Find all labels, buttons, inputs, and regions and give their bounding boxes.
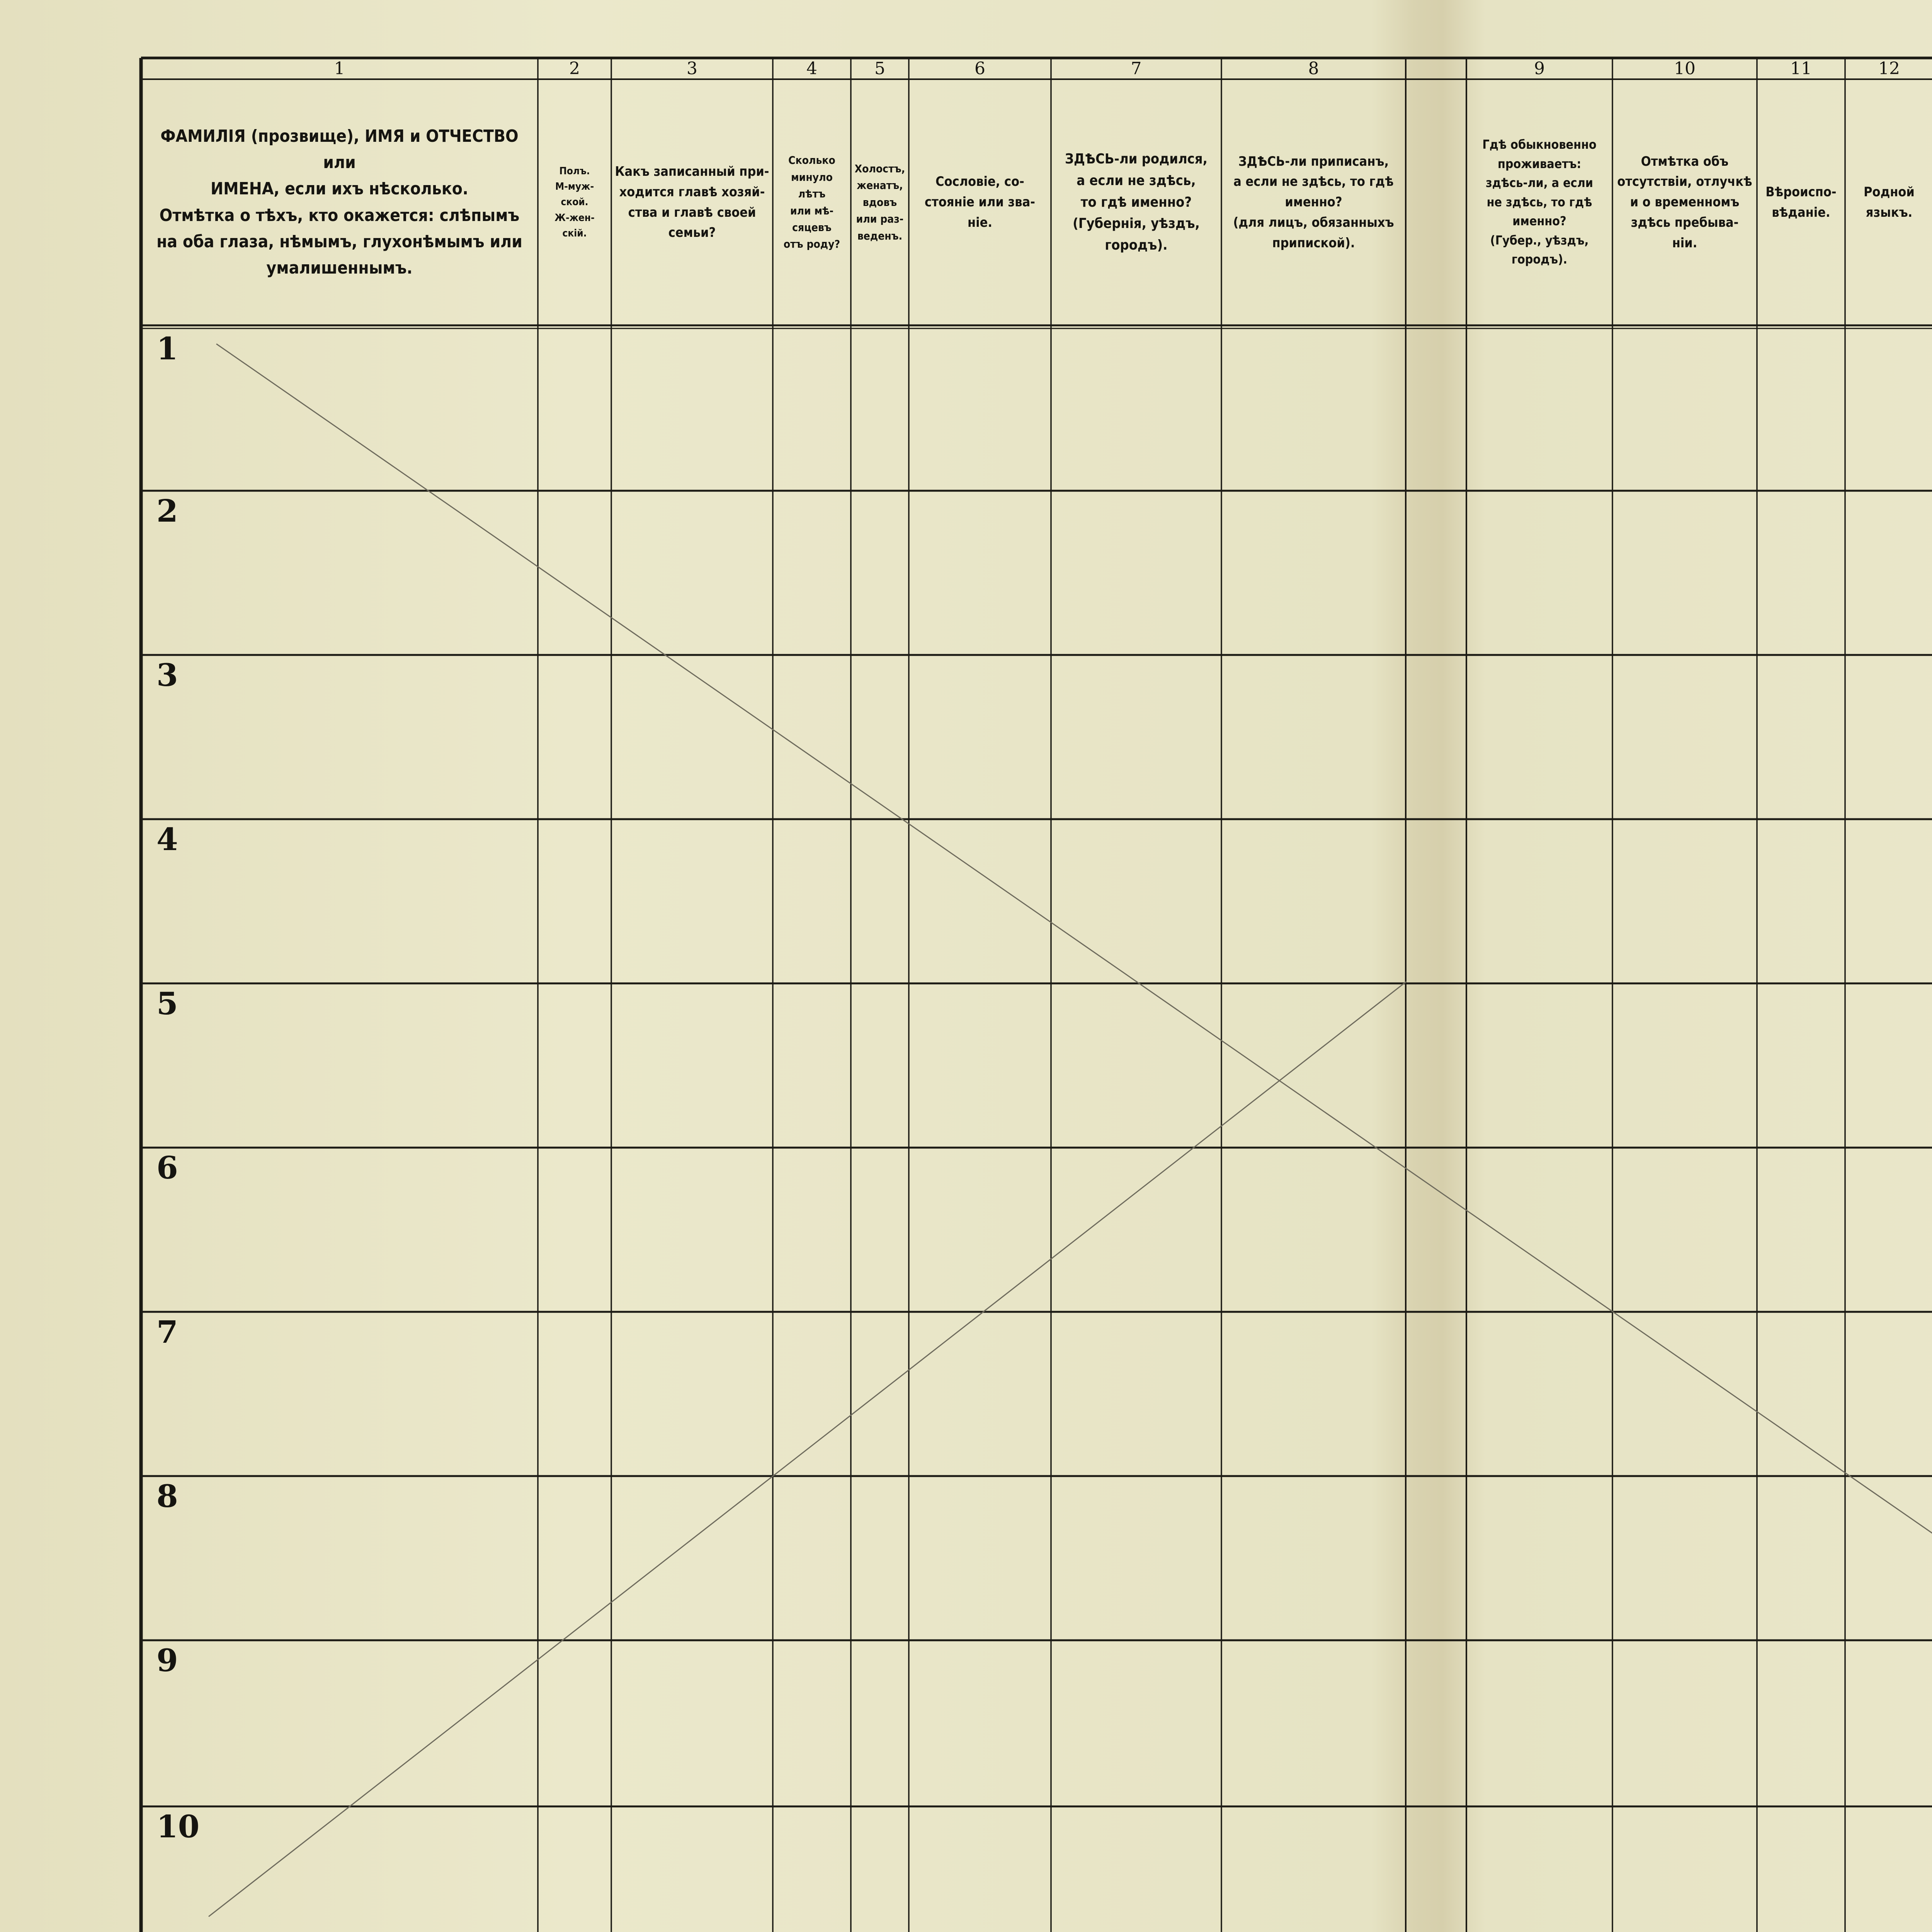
header-text-line: женатъ, — [857, 179, 903, 192]
header-text-line: Сколько — [788, 154, 835, 167]
header-text-line: именно? — [1512, 214, 1566, 229]
row-number: 7 — [156, 1314, 178, 1350]
row-number: 4 — [156, 821, 178, 857]
header-text-line: Холостъ, — [854, 162, 905, 175]
header-c12 — [1845, 79, 1932, 325]
header-text-line: а если не здѣсь, — [1077, 172, 1196, 189]
header-c11 — [1757, 79, 1845, 325]
header-text-line: Полъ. — [559, 165, 590, 177]
header-text-line: ніе. — [968, 214, 992, 230]
column-number: 2 — [569, 59, 580, 78]
header-text-line: (Губернія, уѣздъ, городъ). — [1073, 216, 1200, 253]
header-text-line: на оба глаза, нѣмымъ, глухонѣмымъ или — [156, 231, 522, 252]
header-text-line: веденъ. — [857, 229, 903, 242]
header-text-line: ЗДѢСЬ-ли родился, — [1065, 151, 1208, 167]
header-text-line: Какъ записанный при- — [615, 164, 769, 180]
header-text-line: стояніе или зва- — [925, 194, 1035, 210]
pencil-cross-stroke — [216, 344, 1932, 1932]
header-text-line: лѣтъ — [798, 187, 826, 201]
header-text-line: языкъ. — [1866, 204, 1913, 220]
header-text-line: Вѣроиспо- — [1765, 184, 1837, 200]
header-text-line: ства и главѣ своей — [628, 204, 756, 220]
header-c1 — [141, 79, 538, 325]
header-text-line: (для лицъ, обязанныхъ — [1233, 214, 1394, 230]
column-number: 6 — [975, 59, 985, 78]
header-text-line: вдовъ — [862, 196, 897, 209]
row-number: 9 — [156, 1642, 178, 1679]
header-text-line: то гдѣ именно? — [1080, 194, 1192, 210]
header-text-line: М-муж- — [555, 181, 594, 193]
header-text-line: ской. — [561, 196, 588, 208]
header-c8 — [1221, 79, 1406, 325]
header-c2 — [538, 79, 611, 325]
header-text-line: ИМЕНА, если ихъ нѣсколько. — [211, 179, 468, 199]
row-number: 5 — [156, 985, 178, 1022]
header-text-line: Родной — [1864, 184, 1915, 200]
header-text-line: вѣданіе. — [1772, 204, 1830, 220]
header-text-line: Ж-жен- — [554, 212, 595, 224]
column-number: 7 — [1131, 59, 1142, 78]
header-text-line: отсутствіи, отлучкѣ — [1617, 174, 1752, 190]
header-c4 — [773, 79, 851, 325]
header-text-line: ЗДѢСЬ-ли приписанъ, — [1238, 153, 1389, 169]
header-text-line: Отмѣтка объ — [1641, 153, 1729, 169]
header-text-line: или раз- — [856, 213, 904, 226]
pencil-cross-stroke — [209, 981, 1406, 1917]
header-c7 — [1051, 79, 1221, 325]
column-number: 3 — [687, 59, 697, 78]
header-text-line: припиской). — [1272, 235, 1355, 251]
header-text-line: ФАМИЛІЯ (прозвище), ИМЯ и ОТЧЕСТВО или — [160, 126, 519, 173]
header-c9 — [1466, 79, 1612, 325]
header-c3 — [611, 79, 773, 325]
row-number: 6 — [156, 1150, 178, 1186]
column-number: 4 — [806, 59, 817, 78]
column-number: 8 — [1308, 59, 1319, 78]
header-text-line: Сословіе, со- — [935, 174, 1024, 190]
header-text-line: или мѣ- — [790, 204, 834, 217]
header-text-line: не здѣсь, то гдѣ — [1486, 194, 1592, 209]
header-text-line: сяцевъ — [792, 221, 832, 234]
header-text-line: здѣсь пребыва- — [1631, 214, 1739, 230]
column-number: 12 — [1878, 59, 1900, 78]
header-text-line: минуло — [791, 170, 833, 184]
header-text-line: (Губер., уѣздъ, городъ). — [1490, 233, 1589, 267]
header-text-line: и о временномъ — [1630, 194, 1740, 210]
column-number: 11 — [1790, 59, 1812, 78]
header-text-line: ходится главѣ хозяй- — [619, 184, 765, 200]
row-number: 1 — [156, 330, 178, 367]
column-number: 1 — [334, 59, 345, 78]
header-text-line: Гдѣ обыкновенно — [1482, 137, 1597, 152]
row-number: 2 — [156, 493, 178, 529]
row-number: 3 — [156, 657, 178, 693]
column-number: 9 — [1534, 59, 1545, 78]
column-number: 5 — [874, 59, 885, 78]
header-text-line: именно? — [1285, 194, 1342, 210]
header-text-line: Отмѣтка о тѣхъ, кто окажется: слѣпымъ — [159, 205, 520, 225]
header-text-line: проживаетъ: — [1497, 156, 1582, 171]
header-text-line: скій. — [562, 227, 587, 239]
header-text-line: умалишеннымъ. — [266, 258, 413, 278]
header-c10 — [1612, 79, 1757, 325]
header-c5 — [851, 79, 909, 325]
header-text-line: семьи? — [668, 225, 716, 241]
column-number: 10 — [1674, 59, 1696, 78]
header-text-line: отъ роду? — [783, 238, 840, 251]
header-text-line: ніи. — [1672, 235, 1697, 251]
header-text-line: а если не здѣсь, то гдѣ — [1233, 174, 1394, 190]
row-number: 8 — [156, 1478, 178, 1514]
header-c6 — [909, 79, 1051, 325]
header-text-line: здѣсь-ли, а если — [1486, 175, 1593, 190]
row-number: 10 — [156, 1808, 200, 1845]
